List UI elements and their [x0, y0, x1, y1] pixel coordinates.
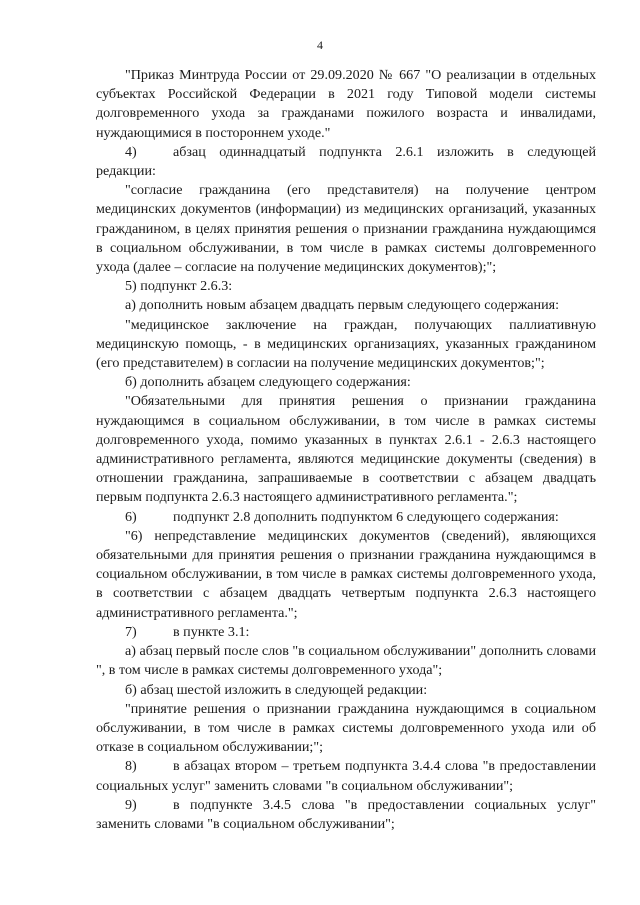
paragraph: "согласие гражданина (его представителя) на получение центром медицинских документов (информации) из медицинских организаций, указанных гражданином, в целях принятия решения о признании гражданина нуждающимся в социальном обслуживании, в том числе в рамках системы долговременного ухода (далее – согласие на получение медицинских документов);";: [96, 182, 596, 276]
document-body: [96, 66, 596, 834]
item-text: в подпункте 3.4.5 слова "в предоставлении социальных услуг" заменить словами "в социальном обслуживании";: [96, 796, 596, 832]
paragraph: а) дополнить новым абзацем двадцать первым следующего содержания:: [125, 297, 560, 314]
paragraph: "6) непредставление медицинских документов (сведений), являющихся обязательными для принятия решения о признании гражданина нуждающимся в социальном обслуживании, в том числе в рамках системы долговременного ухода, в соответствии с абзацем двадцать четвертым подпункта 2.6.3 настоящего административного регламента.";: [96, 527, 596, 621]
item-number: 8): [125, 758, 137, 775]
page-number: 4: [317, 38, 323, 52]
item-number: 5): [125, 278, 137, 295]
paragraph: "Приказ Минтруда России от 29.09.2020 № 667 "О реализации в отдельных субъектах Российской Федерации в 2021 году Типовой модели системы долговременного ухода за гражданами пожилого возраста и инвалидами, нуждающимися в постороннем уходе.": [96, 67, 596, 141]
numbered-item: [96, 796, 596, 834]
numbered-item: [96, 757, 596, 795]
numbered-item: [96, 277, 596, 296]
item-text: абзац одиннадцатый подпункта 2.6.1 изложить в следующей редакции:: [96, 143, 596, 180]
numbered-item: [96, 143, 596, 181]
item-number: 6): [125, 508, 137, 525]
item-number: 7): [125, 623, 137, 640]
numbered-item: [96, 623, 596, 642]
item-text: подпункт 2.6.3:: [140, 278, 233, 295]
item-text: в пункте 3.1:: [173, 623, 250, 640]
paragraph: а) абзац первый после слов "в социальном обслуживании" дополнить словами ", в том числе в рамках системы долговременного ухода";: [96, 643, 596, 679]
item-text: подпункт 2.8 дополнить подпунктом 6 следующего содержания:: [173, 508, 559, 525]
paragraph: б) абзац шестой изложить в следующей редакции:: [125, 681, 428, 698]
numbered-item: [96, 508, 596, 527]
item-number: 9): [125, 796, 137, 813]
paragraph: "Обязательными для принятия решения о признании гражданина нуждающимся в социальном обслуживании, в том числе в рамках системы долговременного ухода, помимо указанных в пунктах 2.6.1 - 2.6.3 настоящего административного регламента, являются медицинские документы (сведения) в отношении гражданина, запрашиваемые в соответствии с абзацем двадцать первым подпункта 2.6.3 настоящего административного регламента.";: [96, 393, 596, 506]
item-number: 4): [125, 143, 137, 160]
paragraph: б) дополнить абзацем следующего содержания:: [125, 374, 411, 391]
paragraph: "принятие решения о признании гражданина нуждающимся в социальном обслуживании, в том числе в рамках системы долговременного ухода или об отказе в социальном обслуживании;";: [96, 700, 596, 756]
item-text: в абзацах втором – третьем подпункта 3.4.4 слова "в предоставлении социальных услуг" заменить словами "в социальном обслуживании";: [96, 758, 596, 794]
paragraph: "медицинское заключение на граждан, получающих паллиативную медицинскую помощь, - в медицинских организациях, указанных гражданином (его представителем) в согласии на получение медицинских документов;";: [96, 316, 596, 372]
